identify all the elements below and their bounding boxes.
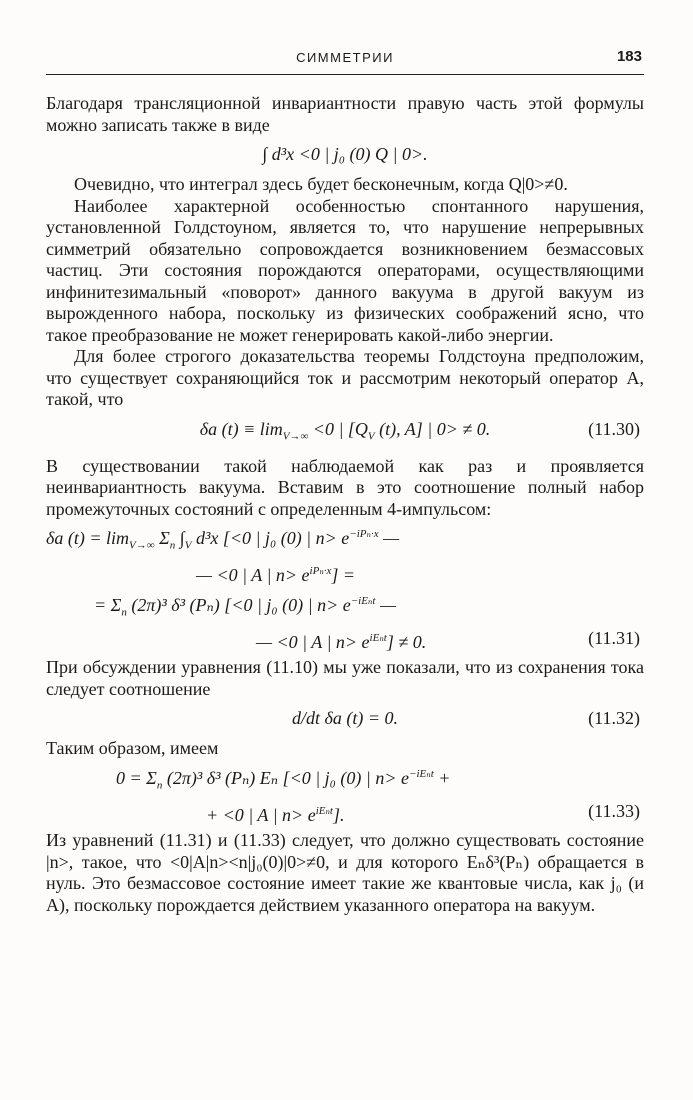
paragraph: Из уравнений (11.31) и (11.33) следует, что должно существовать состояние |n>, такое, что <0|A|n><n|j₀(0)|0>≠0, и для которого Eₙδ³(Pₙ) обращается в нуль. Это безмассовое состояние имеет такие же квантовые числа, как j₀ (и A), поскольку порождается действием указанного оператора на вакуум. [46,830,644,915]
equation-line [46,628,644,654]
equation-line: = $\Sigma_n$ (2π)³ δ³ (Pₙ) [<0 | j₀ (0) | $n> e^{-iE_nt}$ — [94,594,396,619]
equation-line: $0 = \Sigma_n$ (2π)³ δ³ (Pₙ) Eₙ [<0 | j₀ (0) | $n> e^{-iE_nt}$ + [116,767,451,792]
paragraph: Таким образом, имеем [46,738,219,759]
equation-11-30 [46,419,644,448]
equation-body: + <0 | A | $n> e^{iE_nt}$]. [206,804,345,825]
equation-number: (11.31) [588,627,640,648]
equation-body: d/dt δa (t) = 0. [291,708,398,729]
page-number: 183 [616,48,642,65]
equation-number: (11.32) [588,708,640,729]
equation-line: δa $(t) = \lim_{V\to\infty} \Sigma_n$ $\int_V$ d³x [<0 | j₀ (0) | $n> e^{-iP_n\cdot x}$ — [46,528,400,552]
paragraph: Благодаря трансляционной инвариантности правую часть этой формулы можно записать также в виде [46,93,644,135]
equation-integral: ∫ d³x <0 | j₀ (0) Q | 0>. [262,144,428,164]
paragraph: В существовании такой наблюдаемой как раз и проявляется неинвариантность вакуума. Вставим в это соотношение полный набор промежуточных состояний с определенным 4-импульсом: [46,455,644,519]
equation-11-31 [46,524,644,653]
paragraph: Для более строгого доказательства теоремы Голдстоуна предположим, что существует сохраняющийся ток и рассмотрим некоторый оператор A, такой, что [46,346,644,409]
paragraph: При обсуждении уравнения (11.10) мы уже показали, что из сохранения тока следует соотношение [46,657,644,699]
page [46,44,644,916]
equation-line [46,801,644,827]
paragraph: Наиболее характерной особенностью спонтанного нарушения, установленной Голдстоуном, является то, что нарушение непрерывных симметрий обязательно сопровождается возникновением безмассовых частиц. Эти состояния порождаются операторами, осуществляющими инфинитезимальный «поворот» данного вакуума в другой вакуум из вырожденного набора, поскольку из физических соображений ясно, что такое преобразование не может генерировать какой-либо энергии. [46,195,644,345]
running-title: СИММЕТРИИ [296,50,394,65]
equation-number: (11.33) [588,800,640,821]
page-header [46,44,644,75]
equation-11-33 [46,764,644,827]
equation-number: (11.30) [588,418,640,439]
page-body [46,93,644,916]
equation-body: δa $(t) \equiv \lim_{V\to\infty} <0$ | [$Q_V$ (t), A] | 0> ≠ 0. [199,418,491,443]
paragraph: Очевидно, что интеграл здесь будет бесконечным, когда Q|0>≠0. [74,174,568,194]
equation-11-32 [46,708,644,730]
equation-line: — <0 | A | $n> e^{iP_n\cdot x}$] = [196,565,356,586]
equation-body: — <0 | A | $n> e^{iE_nt}] \ne 0$. [256,631,427,652]
